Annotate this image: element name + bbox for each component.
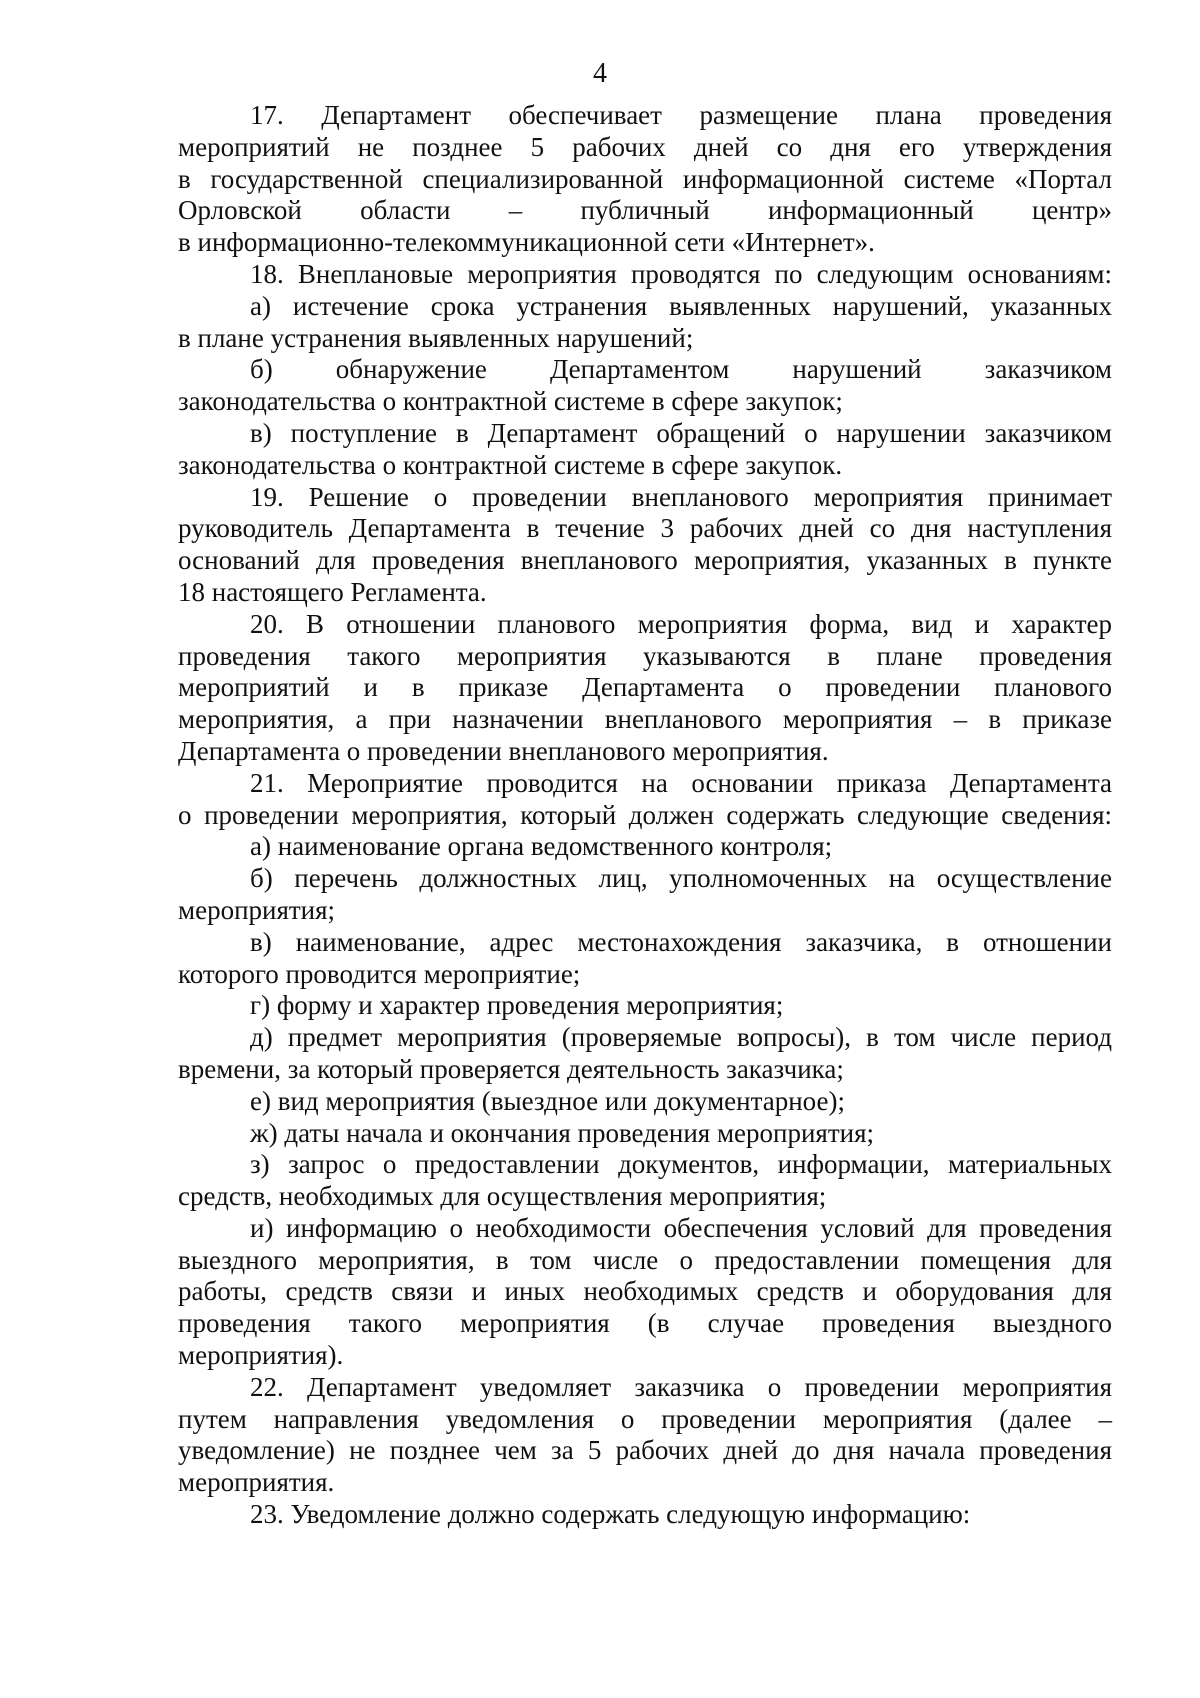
text-line: и) информацию о необходимости обеспечения условий для проведения — [250, 1212, 1112, 1243]
text-line: д) предмет мероприятия (проверяемые вопросы), в том числе период — [250, 1022, 1112, 1053]
text-line: мероприятия, а при назначении внепланового мероприятия – в приказе — [178, 704, 1112, 735]
text-line: а) наименование органа ведомственного контроля; — [250, 831, 833, 862]
text-line: в государственной специализированной информационной системе «Портал — [178, 163, 1112, 194]
text-line: выездного мероприятия, в том числе о предоставлении помещения для — [178, 1244, 1112, 1275]
text-line: г) форму и характер проведения мероприятия; — [250, 990, 784, 1021]
text-line: 21. Мероприятие проводится на основании приказа Департамента — [250, 767, 1112, 798]
text-line: времени, за который проверяется деятельность заказчика; — [178, 1053, 844, 1084]
text-line: мероприятий и в приказе Департамента о проведении планового — [178, 672, 1112, 703]
text-line: в информационно-телекоммуникационной сети «Интернет». — [178, 227, 875, 258]
text-line: в) наименование, адрес местонахождения заказчика, в отношении — [250, 926, 1112, 957]
text-line: Орловской области – публичный информационный центр» — [178, 195, 1112, 226]
text-line: 18 настоящего Регламента. — [178, 576, 487, 607]
text-line: оснований для проведения внепланового мероприятия, указанных в пункте — [178, 545, 1112, 576]
text-line: в) поступление в Департамент обращений о нарушении заказчиком — [250, 417, 1112, 448]
text-line: ж) даты начала и окончания проведения мероприятия; — [250, 1117, 875, 1148]
text-line: 19. Решение о проведении внепланового мероприятия принимает — [250, 481, 1112, 512]
page-number: 4 — [593, 58, 607, 89]
text-line: законодательства о контрактной системе в сфере закупок. — [178, 449, 843, 480]
text-line: проведения такого мероприятия (в случае проведения выездного — [178, 1308, 1112, 1339]
text-line: а) истечение срока устранения выявленных нарушений, указанных — [250, 290, 1112, 321]
text-line: руководитель Департамента в течение 3 рабочих дней со дня наступления — [178, 513, 1112, 544]
text-line: з) запрос о предоставлении документов, информации, материальных — [250, 1149, 1112, 1180]
text-line: 22. Департамент уведомляет заказчика о проведении мероприятия — [250, 1371, 1112, 1402]
text-line: путем направления уведомления о проведении мероприятия (далее – — [178, 1403, 1112, 1434]
text-line: мероприятия; — [178, 894, 336, 925]
text-line: мероприятия). — [178, 1340, 344, 1371]
text-line: Департамента о проведении внепланового мероприятия. — [178, 735, 829, 766]
text-line: средств, необходимых для осуществления мероприятия; — [178, 1181, 827, 1212]
text-line: 20. В отношении планового мероприятия форма, вид и характер — [250, 608, 1112, 639]
text-line: е) вид мероприятия (выездное или документарное); — [250, 1085, 845, 1116]
text-line: о проведении мероприятия, который должен содержать следующие сведения: — [178, 799, 1112, 830]
document-body — [178, 100, 1112, 1531]
text-line: законодательства о контрактной системе в сфере закупок; — [178, 386, 843, 417]
text-line: уведомление) не позднее чем за 5 рабочих дней до дня начала проведения — [178, 1435, 1112, 1466]
text-line: мероприятия. — [178, 1467, 335, 1498]
text-line: 17. Департамент обеспечивает размещение плана проведения — [250, 100, 1112, 130]
text-line: 23. Уведомление должно содержать следующую информацию: — [250, 1499, 971, 1530]
text-line: работы, средств связи и иных необходимых средств и оборудования для — [178, 1276, 1112, 1307]
text-line: б) перечень должностных лиц, уполномоченных на осуществление — [250, 863, 1112, 894]
text-line: которого проводится мероприятие; — [178, 958, 581, 989]
text-line: в плане устранения выявленных нарушений; — [178, 322, 694, 353]
text-line: 18. Внеплановые мероприятия проводятся по следующим основаниям: — [250, 258, 1112, 289]
text-line: проведения такого мероприятия указываются в плане проведения — [178, 640, 1112, 671]
text-line: б) обнаружение Департаментом нарушений заказчиком — [250, 354, 1112, 385]
text-line: мероприятий не позднее 5 рабочих дней со дня его утверждения — [178, 131, 1112, 162]
